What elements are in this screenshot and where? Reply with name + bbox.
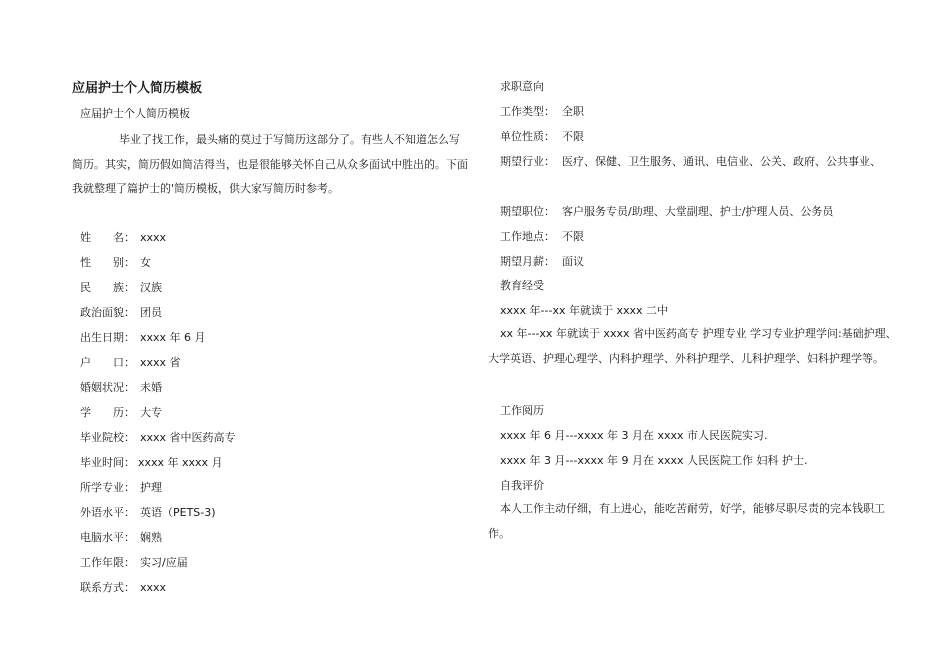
- info-value: 英语（PETS-3): [140, 506, 216, 519]
- info-row-birth: [80, 329, 206, 345]
- info-row-marital: [80, 379, 162, 395]
- info-value: xxxx 年 6 月: [140, 331, 206, 344]
- info-value: 女: [140, 256, 151, 269]
- intent-value: 全职: [562, 105, 584, 118]
- info-value: 未婚: [140, 381, 162, 394]
- info-value: 护理: [140, 481, 162, 494]
- info-label: 婚姻状况：: [80, 381, 135, 394]
- info-label: 户 口：: [80, 356, 135, 369]
- info-row-gender: [80, 254, 151, 270]
- work-entry: xxxx 年 3 月---xxxx 年 9 月在 xxxx 人民医院工作 妇科 护士.: [500, 454, 808, 467]
- job-intent-position: [500, 203, 833, 219]
- info-label: 毕业院校：: [80, 431, 135, 444]
- info-label: 所学专业：: [80, 481, 135, 494]
- document-title: 应届护士个人简历模板: [72, 81, 203, 96]
- intro-text: 毕业了找工作，最头痛的莫过于写简历这部分了。有些人不知道怎么写简历。其实，简历假如简洁得当，也是很能够关怀自己从众多面试中胜出的。下面我就整理了篇护士的'简历模板，供大家写简历时参考。: [72, 133, 468, 196]
- info-row-major: [80, 479, 162, 495]
- intro-paragraph: [72, 128, 470, 202]
- info-row-degree: [80, 404, 162, 420]
- info-row-language: [80, 504, 216, 520]
- intent-label: 工作地点：: [500, 230, 555, 243]
- self-eval-heading: 自我评价: [500, 479, 544, 492]
- intent-label: 期望月薪：: [500, 255, 555, 268]
- info-value: 娴熟: [140, 531, 162, 544]
- info-value: xxxx 年 xxxx 月: [138, 456, 223, 469]
- info-value: xxxx: [140, 581, 167, 594]
- intent-value: 医疗、保健、卫生服务、通讯、电信业、公关、政府、公共事业、: [562, 155, 881, 168]
- info-label: 外语水平：: [80, 506, 135, 519]
- info-row-school: [80, 429, 236, 445]
- intent-label: 单位性质：: [500, 130, 555, 143]
- job-intent-heading: 求职意向: [500, 80, 544, 93]
- info-value: 团员: [140, 306, 162, 319]
- info-value: 实习/应届: [140, 556, 188, 569]
- info-label: 联系方式：: [80, 581, 135, 594]
- work-entry: xxxx 年 6 月---xxxx 年 3 月在 xxxx 市人民医院实习.: [500, 429, 768, 442]
- info-label: 性 别：: [80, 256, 135, 269]
- info-value: xxxx: [140, 231, 167, 244]
- intent-value: 不限: [562, 230, 584, 243]
- info-row-name: [80, 229, 166, 245]
- self-eval-text: 本人工作主动仔细，有上进心，能吃苦耐劳，好学，能够尽职尽责的完本钱职工作。: [488, 502, 885, 540]
- info-label: 电脑水平：: [80, 531, 135, 544]
- intent-label: 期望行业：: [500, 155, 555, 168]
- info-row-experience-years: [80, 554, 188, 570]
- education-heading: 教育经受: [500, 279, 544, 292]
- work-heading: 工作阅历: [500, 404, 544, 417]
- info-row-political: [80, 304, 162, 320]
- info-row-computer: [80, 529, 162, 545]
- info-label: 工作年限：: [80, 556, 135, 569]
- job-intent-industry: [500, 153, 881, 169]
- info-value: xxxx 省: [140, 356, 181, 369]
- education-entry: xxxx 年---xx 年就读于 xxxx 二中: [500, 304, 668, 317]
- job-intent-salary: [500, 253, 584, 269]
- education-entry-text: xx 年---xx 年就读于 xxxx 省中医药高专 护理专业 学习专业护理学问:基础护理、大学英语、护理心理学、内科护理学、外科护理学、儿科护理学、妇科护理学等。: [488, 327, 897, 365]
- job-intent-nature: [500, 128, 584, 144]
- info-label: 民 族：: [80, 281, 135, 294]
- info-label: 政治面貌：: [80, 306, 135, 319]
- info-row-hukou: [80, 354, 181, 370]
- intent-value: 不限: [562, 130, 584, 143]
- job-intent-location: [500, 228, 584, 244]
- self-eval-paragraph: [488, 496, 898, 546]
- intent-label: 期望职位：: [500, 205, 555, 218]
- info-label: 学 历：: [80, 406, 135, 419]
- info-value: xxxx 省中医药高专: [140, 431, 236, 444]
- intent-label: 工作类型：: [500, 105, 555, 118]
- education-entry-detail: [488, 321, 898, 371]
- intent-value: 客户服务专员/助理、大堂副理、护士/护理人员、公务员: [562, 205, 834, 218]
- info-row-graduation: [80, 454, 223, 470]
- job-intent-type: [500, 103, 584, 119]
- info-value: 大专: [140, 406, 162, 419]
- info-value: 汉族: [140, 281, 162, 294]
- info-row-contact: [80, 579, 166, 595]
- intent-value: 面议: [562, 255, 584, 268]
- info-row-ethnicity: [80, 279, 162, 295]
- info-label: 姓 名：: [80, 231, 135, 244]
- info-label: 毕业时间：: [80, 456, 135, 469]
- info-label: 出生日期：: [80, 331, 135, 344]
- document-subtitle: 应届护士个人简历模板: [80, 107, 190, 120]
